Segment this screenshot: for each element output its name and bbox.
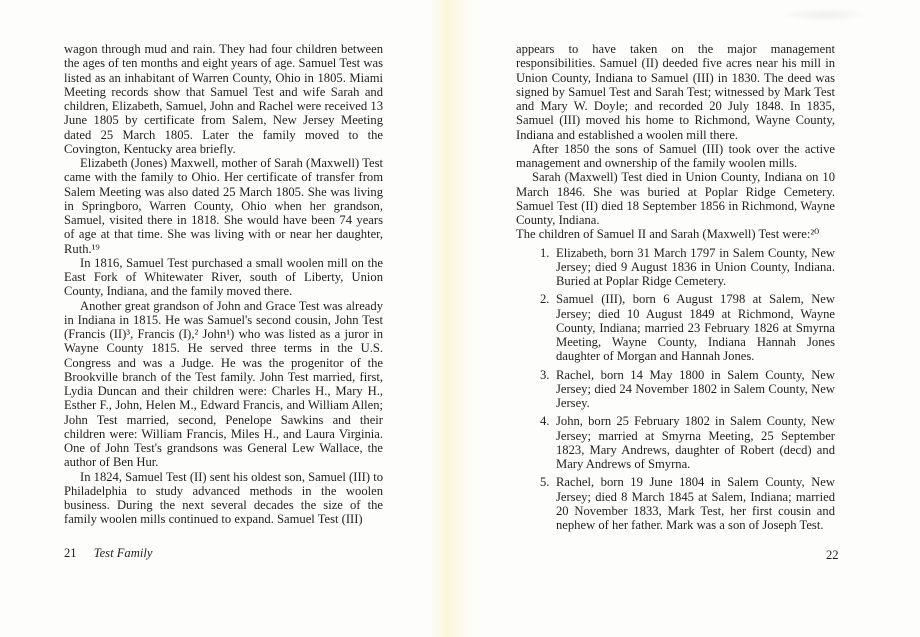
page-gutter-shadow bbox=[430, 0, 474, 637]
list-item-number: 1. bbox=[540, 245, 550, 260]
paragraph: wagon through mud and rain. They had four children between the ages of ten months and eight years of age. Samuel Test was listed as an inhabitant of Warren County, Ohio in 1805. Miami Meeting records show that Samuel Test and wife Sarah and children, Elizabeth, Samuel, John and Rachel were received 13 June 1805 by certificate from Salem, New Jersey Meeting dated 25 March 1805. Later the family moved to the Covington, Kentucky area briefly. bbox=[64, 42, 383, 156]
right-page-text bbox=[516, 42, 835, 532]
list-item-number: 3. bbox=[540, 367, 550, 382]
list-item-text: Rachel, born 14 May 1800 in Salem County, New Jersey; died 24 November 1802 in Salem County, New Jersey. bbox=[556, 367, 835, 410]
page-number-left: 21 bbox=[64, 546, 77, 560]
page-number-right: 22 bbox=[826, 548, 839, 562]
list-item-text: Samuel (III), born 6 August 1798 at Salem, New Jersey; died 10 August 1849 at Richmond, Wayne County, Indiana; married 23 February 1826 at Smyrna Meeting, Wayne County, Indiana Hannah Jones daughter of Morgan and Hannah Jones. bbox=[556, 292, 835, 364]
paragraph: After 1850 the sons of Samuel (III) took over the active management and ownership of the family woolen mills. bbox=[516, 141, 835, 170]
paragraph: Another great grandson of John and Grace Test was already in Indiana in 1815. He was Samuel's second cousin, John Test (Francis (II)³, Francis (I),² John¹) who was listed as a juror in Wayne County 1815. He served three terms in the U.S. Congress and was a Judge. He was the progenitor of the Brookville branch of the Test family. John Test married, first, Lydia Duncan and their children were: Charles H., Mary H., Esther F., John, Helen M., Edward Francis, and William Allen; John Test married, second, Penelope Sawkins and their children were: William Francis, Miles H., and Laura Virginia. One of John Test's grandsons was General Lew Wallace, the author of Ben Hur. bbox=[64, 298, 383, 470]
list-item bbox=[540, 475, 835, 532]
list-item-text: Elizabeth, born 31 March 1797 in Salem County, New Jersey; died 9 August 1836 in Union County, Indiana. Buried at Poplar Ridge Cemetery. bbox=[556, 245, 835, 288]
children-list bbox=[540, 246, 835, 533]
children-list-intro: The children of Samuel II and Sarah (Maxwell) Test were:²⁰ bbox=[516, 227, 820, 242]
list-item-number: 2. bbox=[540, 292, 550, 307]
paragraph: Sarah (Maxwell) Test died in Union County, Indiana on 10 March 1846. She was buried at Poplar Ridge Cemetery. Samuel Test (II) died 18 September 1856 in Richmond, Wayne County, Indiana. bbox=[516, 170, 835, 227]
list-item-number: 5. bbox=[540, 475, 550, 490]
list-item-number: 4. bbox=[540, 414, 550, 429]
left-page-footer bbox=[64, 546, 152, 561]
paragraph: Elizabeth (Jones) Maxwell, mother of Sarah (Maxwell) Test came with the family to Ohio. Her certificate of transfer from Salem Meeting was also dated 25 March 1805. She was living in Springboro, Warren County, Ohio when her grandson, Samuel, visited there in 1818. She would have been 74 years of age at that time. She was living with or near her daughter, Ruth.¹⁹ bbox=[64, 156, 383, 256]
list-item bbox=[540, 246, 835, 289]
paragraph: In 1824, Samuel Test (II) sent his oldest son, Samuel (III) to Philadelphia to study advanced methods in the woolen business. During the next several decades the size of the family woolen mills continued to expand. Samuel Test (III) bbox=[64, 469, 383, 527]
list-item-text: John, born 25 February 1802 in Salem County, New Jersey; married at Smyrna Meeting, 25 September 1823, Mary Andrews, daughter of Robert (decd) and Mary Andrews of Smyrna. bbox=[556, 414, 835, 471]
list-item bbox=[540, 292, 835, 363]
running-title: Test Family bbox=[93, 546, 153, 560]
left-page-text bbox=[64, 42, 383, 527]
paragraph: In 1816, Samuel Test purchased a small woolen mill on the East Fork of Whitewater River, south of Liberty, Union County, Indiana, and the family moved there. bbox=[64, 255, 383, 299]
right-page-footer bbox=[826, 548, 839, 563]
list-item bbox=[540, 414, 835, 471]
paragraph: appears to have taken on the major management responsibilities. Samuel (II) deeded five acres near his mill in Union County, Indiana to Samuel (III) in 1830. The deed was signed by Samuel Test and Sarah Test; witnessed by Mark Test and Mary W. Doyle; and recorded 20 July 1848. In 1835, Samuel (III) moved his home to Richmond, Wayne County, Indiana and established a woolen mill there. bbox=[516, 42, 835, 142]
list-item-text: Rachel, born 19 June 1804 in Salem County, New Jersey; died 8 March 1845 at Salem, Indiana; married 20 November 1833, Mark Test, her first cousin and nephew of her father. Mark was a son of Joseph Test. bbox=[556, 475, 835, 532]
list-item bbox=[540, 368, 835, 411]
scan-smudge bbox=[780, 8, 870, 22]
